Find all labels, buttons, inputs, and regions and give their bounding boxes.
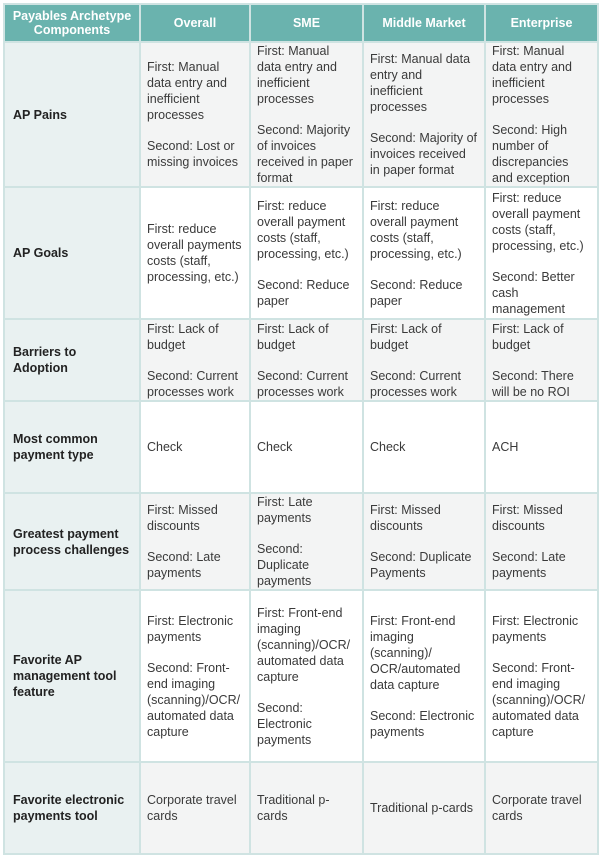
column-header-middle-market: Middle Market <box>363 4 485 42</box>
cell-text: Second: Lost or missing invoices <box>147 139 239 169</box>
cell-middle-market <box>363 319 485 401</box>
cell-enterprise <box>485 762 598 854</box>
cell-text: Second: Reduce paper <box>257 277 350 308</box>
cell-text: First: Manual data entry and inefficient processes <box>257 44 337 106</box>
cell-text: First: Manual data entry and inefficient processes <box>147 60 227 122</box>
cell-text: Second: Current processes work <box>370 368 462 399</box>
cell-text: Traditional p-cards <box>257 793 330 823</box>
cell-sme <box>250 187 363 319</box>
cell-text: First: Missed discounts <box>492 503 563 533</box>
column-header-overall: Overall <box>140 4 250 42</box>
cell-text: First: Front-end imaging (scanning)/OCR/ automated data capture <box>257 605 351 684</box>
table-row <box>4 319 598 401</box>
cell-enterprise <box>485 42 598 187</box>
cell-text: Check <box>370 440 406 454</box>
cell-middle-market <box>363 590 485 762</box>
cell-middle-market <box>363 401 485 493</box>
cell-text: First: Manual data entry and inefficient processes <box>370 52 471 114</box>
column-header-sme: SME <box>250 4 363 42</box>
cell-text: Corporate travel cards <box>147 793 237 823</box>
table-row <box>4 493 598 590</box>
cell-enterprise <box>485 493 598 590</box>
row-header: Favorite AP management tool feature <box>4 590 140 762</box>
cell-overall <box>140 493 250 590</box>
cell-overall <box>140 187 250 319</box>
cell-text: Check <box>257 440 293 454</box>
row-header: Most common payment type <box>4 401 140 493</box>
cell-overall <box>140 319 250 401</box>
cell-overall <box>140 762 250 854</box>
row-header: Barriers to Adoption <box>4 319 140 401</box>
cell-text: First: Manual data entry and inefficient processes <box>492 44 572 106</box>
cell-text: First: reduce overall payment costs (staff, processing, etc.) <box>257 198 349 261</box>
cell-text: First: Lack of budget <box>257 321 329 352</box>
cell-text: Second: Late payments <box>492 550 566 580</box>
row-header: Greatest payment process challenges <box>4 493 140 590</box>
cell-enterprise <box>485 401 598 493</box>
cell-text: Second: Front-end imaging (scanning)/OCR/ automated data capture <box>147 660 241 739</box>
row-header: Favorite electronic payments tool <box>4 762 140 854</box>
row-header: AP Goals <box>4 187 140 319</box>
cell-text: Second: Majority of invoices received in paper format <box>257 123 353 185</box>
cell-text: First: reduce overall payment costs (staff, processing, etc.) <box>370 198 462 261</box>
table-row <box>4 590 598 762</box>
cell-text: Second: High number of discrepancies and exception <box>492 123 570 185</box>
cell-text: First: Missed discounts <box>370 503 441 533</box>
cell-text: First: Lack of budget <box>492 321 564 352</box>
header-row <box>4 4 598 42</box>
cell-text: ACH <box>492 440 519 454</box>
row-header: AP Pains <box>4 42 140 187</box>
cell-overall <box>140 590 250 762</box>
cell-sme <box>250 493 363 590</box>
cell-enterprise <box>485 319 598 401</box>
cell-sme <box>250 762 363 854</box>
table-row <box>4 42 598 187</box>
cell-text: Second: Reduce paper <box>370 277 463 308</box>
cell-enterprise <box>485 590 598 762</box>
cell-middle-market <box>363 187 485 319</box>
cell-text: Second: Majority of invoices received in paper format <box>370 131 477 177</box>
cell-middle-market <box>363 493 485 590</box>
table-row <box>4 401 598 493</box>
cell-text: First: reduce overall payment costs (staff, processing, etc.) <box>492 190 584 253</box>
cell-overall <box>140 42 250 187</box>
cell-sme <box>250 319 363 401</box>
table-row <box>4 762 598 854</box>
cell-text: Corporate travel cards <box>492 793 582 823</box>
cell-text: Second: Late payments <box>147 550 221 580</box>
cell-text: Second: Better cash management <box>492 269 575 316</box>
cell-text: Second: There will be no ROI <box>492 368 574 399</box>
cell-text: Traditional p-cards <box>370 801 474 815</box>
cell-text: Second: Duplicate payments <box>257 542 312 588</box>
cell-text: First: Lack of budget <box>370 321 442 352</box>
cell-text: First: Electronic payments <box>492 613 579 644</box>
cell-text: Second: Front-end imaging (scanning)/OCR/ automated data capture <box>492 660 586 739</box>
cell-text: First: Late payments <box>257 495 313 525</box>
cell-middle-market <box>363 762 485 854</box>
corner-header: Payables Archetype Components <box>4 4 140 42</box>
cell-text: Second: Electronic payments <box>370 708 475 739</box>
cell-text: Second: Current processes work <box>147 368 239 399</box>
cell-text: Second: Current processes work <box>257 368 349 399</box>
cell-overall <box>140 401 250 493</box>
cell-sme <box>250 401 363 493</box>
cell-text: Second: Electronic payments <box>257 700 312 747</box>
cell-sme <box>250 590 363 762</box>
cell-text: Check <box>147 440 183 454</box>
cell-enterprise <box>485 187 598 319</box>
table-body <box>4 42 598 854</box>
cell-middle-market <box>363 42 485 187</box>
cell-text: First: Lack of budget <box>147 321 219 352</box>
cell-text: First: Missed discounts <box>147 503 218 533</box>
cell-text: First: Electronic payments <box>147 613 234 644</box>
column-header-enterprise: Enterprise <box>485 4 598 42</box>
table-row <box>4 187 598 319</box>
cell-text: First: Front-end imaging (scanning)/ OCR/automated data capture <box>370 613 461 692</box>
cell-text: Second: Duplicate Payments <box>370 550 472 580</box>
cell-text: First: reduce overall payments costs (staff, processing, etc.) <box>147 222 242 284</box>
archetype-table <box>3 3 599 855</box>
cell-sme <box>250 42 363 187</box>
